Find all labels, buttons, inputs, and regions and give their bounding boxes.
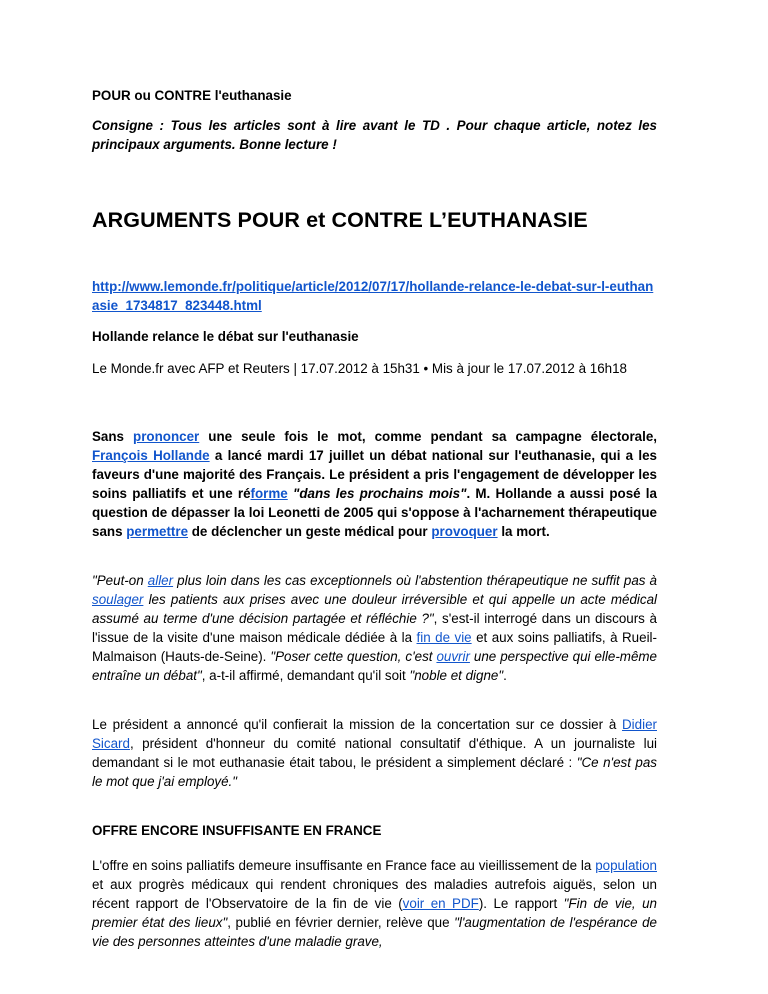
- link-aller[interactable]: aller: [147, 573, 174, 588]
- instructions: Consigne : Tous les articles sont à lire avant le TD . Pour chaque article, notez les principaux arguments. Bonne lecture !: [92, 118, 657, 152]
- text: et aux soins palliatifs, à Rueil-Malmaison (Hauts-de-Seine).: [92, 630, 657, 664]
- article-paragraph-2: [92, 571, 657, 685]
- link-voir-en-pdf[interactable]: voir en PDF: [402, 896, 479, 911]
- link-permettre[interactable]: permettre: [126, 524, 189, 539]
- article-byline: Le Monde.fr avec AFP et Reuters | 17.07.2012 à 15h31 • Mis à jour le 17.07.2012 à 16h18: [92, 361, 627, 376]
- link-provoquer[interactable]: provoquer: [431, 524, 498, 539]
- article-paragraph-4: [92, 856, 657, 951]
- quote: "dans les prochains mois": [292, 486, 467, 501]
- text: , s'est-il interrogé dans un discours à l'issue de la visite d'une maison médicale dédiée à la: [92, 611, 657, 645]
- main-heading: ARGUMENTS POUR et CONTRE L’EUTHANASIE: [92, 208, 588, 232]
- link-population[interactable]: population: [595, 858, 657, 873]
- text: , publié en février dernier, relève que: [227, 915, 455, 930]
- quote: "noble et digne": [409, 668, 504, 683]
- text: une seule fois le mot, comme pendant sa campagne électorale,: [199, 429, 658, 444]
- text: .: [503, 668, 507, 683]
- quote: "Fin de vie, un premier état des lieux": [92, 896, 657, 930]
- article-paragraph-3: [92, 715, 657, 791]
- text: la mort.: [497, 524, 550, 539]
- link-ouvrir[interactable]: ouvrir: [436, 649, 470, 664]
- source-link[interactable]: http://www.lemonde.fr/politique/article/2012/07/17/hollande-relance-le-debat-sur-l-euthanasie_1734817_823448.html: [92, 279, 654, 313]
- source-link-paragraph: [92, 277, 657, 315]
- quote: "Ce n'est pas le mot que j'ai employé.": [92, 755, 657, 789]
- link-francois-hollande[interactable]: François Hollande: [92, 448, 210, 463]
- text: L'offre en soins palliatifs demeure insuffisante en France face au vieillissement de la: [92, 858, 596, 873]
- quote: "Peut-on: [92, 573, 148, 588]
- quote: plus loin dans les cas exceptionnels où l'abstention thérapeutique ne suffit pas à: [173, 573, 658, 588]
- link-prononcer[interactable]: prononcer: [133, 429, 200, 444]
- text: a lancé mardi 17 juillet un débat national sur l'euthanasie, qui a les faveurs d'une majorité des Français. Le président a pris l'engagement de développer les soins palliatifs et une ré: [92, 448, 658, 501]
- link-soulager[interactable]: soulager: [92, 592, 144, 607]
- section-heading: OFFRE ENCORE INSUFFISANTE EN FRANCE: [92, 823, 382, 838]
- quote: une perspective qui elle-même entraîne un débat": [92, 649, 657, 683]
- link-reforme[interactable]: forme: [250, 486, 288, 501]
- quote: "Poser cette question, c'est: [270, 649, 437, 664]
- text: , président d'honneur du comité national consultatif d'éthique. A un journaliste lui demandant si le mot euthanasie était tabou, le président a simplement déclaré :: [92, 736, 657, 770]
- quote: "l'augmentation de l'espérance de vie des personnes atteintes d'une maladie grave,: [92, 915, 658, 949]
- quote: les patients aux prises avec une douleur irréversible et qui appelle un acte médical assumé au terme d'une décision partagée et réfléchie ?": [92, 592, 657, 626]
- text: , a-t-il affirmé, demandant qu'il soit: [201, 668, 410, 683]
- link-fin-de-vie[interactable]: fin de vie: [416, 630, 472, 645]
- text: de déclencher un geste médical pour: [188, 524, 432, 539]
- document-title: POUR ou CONTRE l'euthanasie: [92, 88, 292, 103]
- article-title: Hollande relance le débat sur l'euthanasie: [92, 329, 359, 344]
- link-didier-sicard[interactable]: Didier Sicard: [92, 717, 657, 751]
- text: Le président a annoncé qu'il confierait la mission de la concertation sur ce dossier à: [92, 717, 623, 732]
- article-lead-paragraph: [92, 427, 657, 541]
- text: ). Le rapport: [478, 896, 564, 911]
- text: Sans: [92, 429, 134, 444]
- text: et aux progrès médicaux qui rendent chroniques des maladies autrefois aiguës, selon un récent rapport de l'Observatoire de la fin de vie (: [92, 877, 657, 911]
- text: . M. Hollande a aussi posé la question de dépasser la loi Leonetti de 2005 qui s'oppose à l'acharnement thérapeutique sans: [92, 486, 657, 539]
